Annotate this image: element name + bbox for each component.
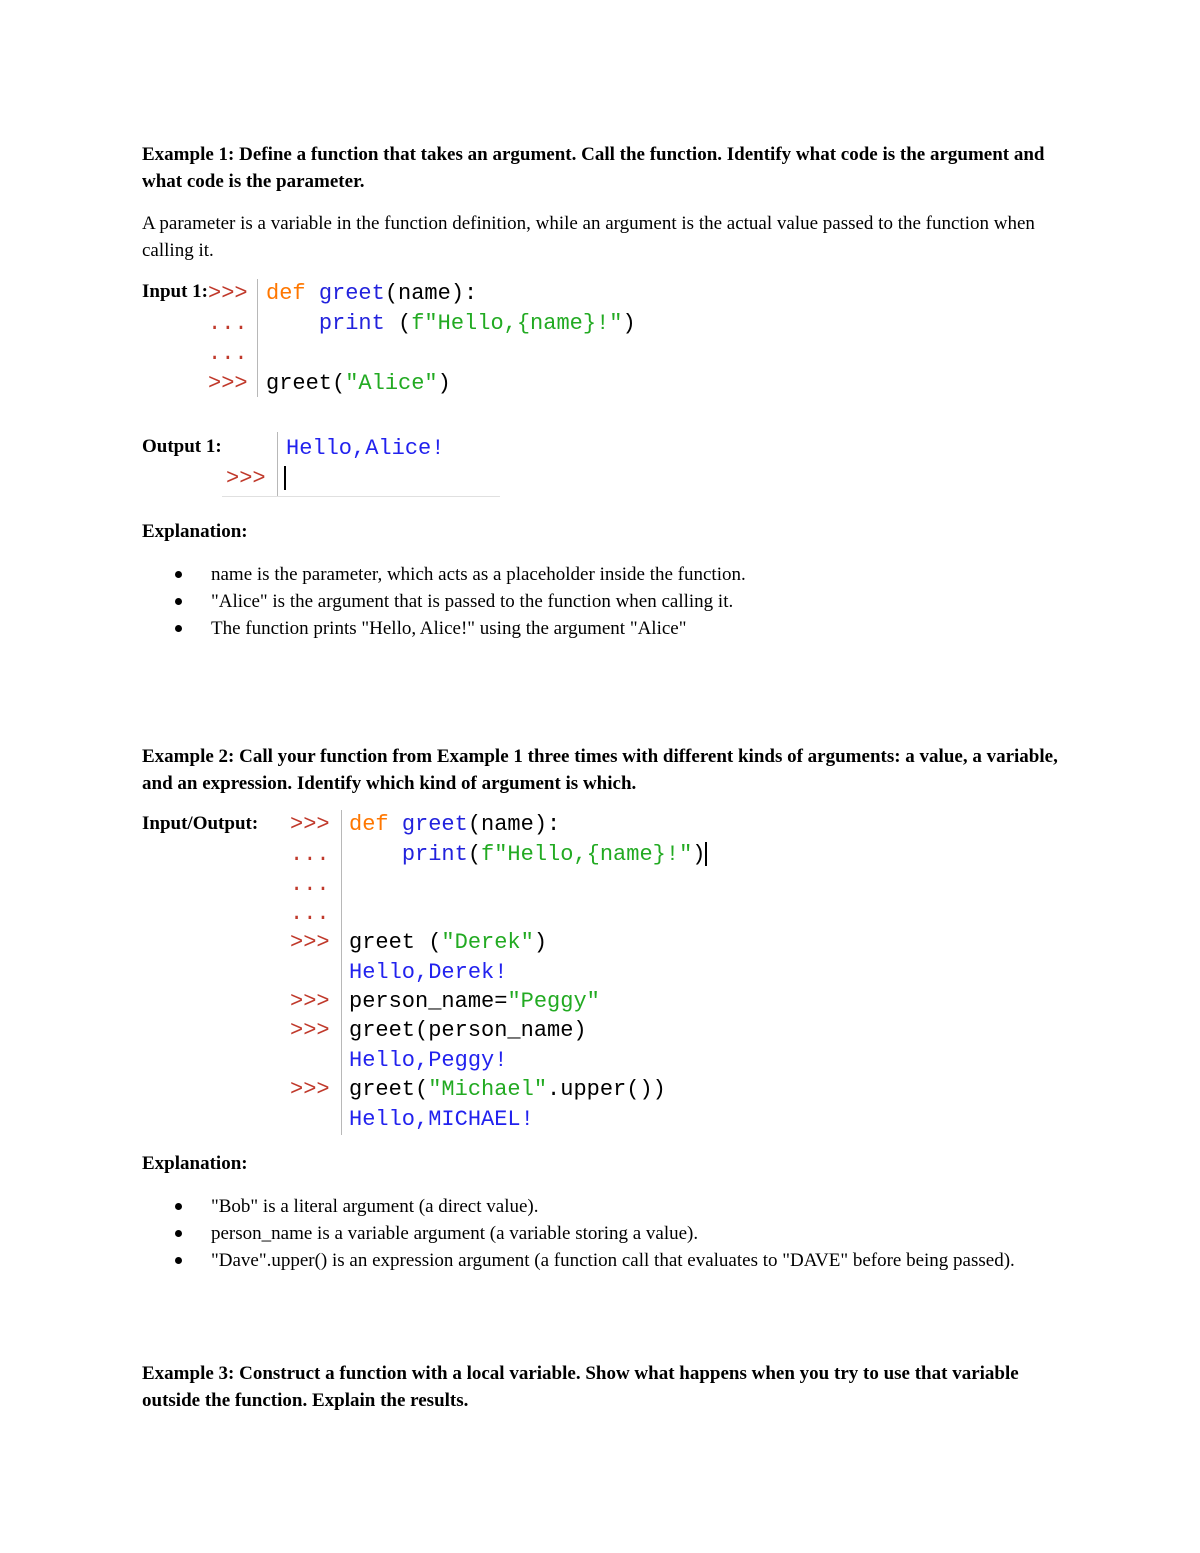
example1-bullets (142, 561, 1072, 642)
output-line: Hello,Derek! (349, 960, 508, 985)
text-cursor[interactable] (705, 842, 707, 866)
output-line: Hello,MICHAEL! (349, 1107, 534, 1132)
prompt: ... (290, 901, 330, 926)
example1-output-label: Output 1: (142, 436, 222, 457)
prompt: ... (208, 341, 248, 366)
prompt: >>> (226, 466, 266, 491)
code-line-print: print(f"Hello,{name}!") (401, 842, 706, 867)
list-item: The function prints "Hello, Alice!" using the argument "Alice" (142, 615, 1072, 642)
bullet-icon (175, 571, 182, 578)
prompt: >>> (290, 1018, 330, 1043)
example1-heading: Example 1: Define a function that takes an argument. Call the function. Identify what code is the argument and what code is the parameter. (142, 144, 1045, 192)
gutter-divider (341, 810, 342, 1135)
example2-heading: Example 2: Call your function from Example 1 three times with different kinds of arguments: a value, a variable, and an expression. Identify which kind of argument is which. (142, 746, 1058, 794)
example1-intro: A parameter is a variable in the function definition, while an argument is the actual value passed to the function when calling it. (142, 213, 1035, 261)
example1-output-shell (222, 432, 500, 497)
example2-shell (288, 810, 768, 1140)
code-line-print: print (f"Hello,{name}!") (318, 311, 636, 336)
prompt: >>> (208, 281, 248, 306)
bullet-icon (175, 1257, 182, 1264)
bullet-icon (175, 1203, 182, 1210)
code-line-def: def greet(name): (349, 812, 561, 837)
prompt: >>> (290, 1077, 330, 1102)
code-line-def: def greet(name): (266, 281, 478, 306)
gutter-divider (257, 279, 258, 397)
code-line-call-expression: greet("Michael".upper()) (349, 1077, 666, 1102)
example1-explanation-label: Explanation: (142, 521, 248, 542)
gutter-divider (277, 432, 278, 496)
prompt: >>> (290, 812, 330, 837)
example2-bullets (142, 1193, 1072, 1274)
prompt: >>> (208, 371, 248, 396)
prompt: ... (290, 872, 330, 897)
bullet-icon (175, 598, 182, 605)
bullet-icon (175, 625, 182, 632)
output-text: Hello,Alice! (286, 436, 445, 461)
list-item: "Bob" is a literal argument (a direct value). (142, 1193, 1072, 1220)
example1-input-code (208, 279, 688, 399)
code-line-call-value: greet ("Derek") (349, 930, 548, 955)
list-item: person_name is a variable argument (a variable storing a value). (142, 1220, 1072, 1247)
list-item: "Alice" is the argument that is passed to the function when calling it. (142, 588, 1072, 615)
prompt: ... (208, 311, 248, 336)
list-item: name is the parameter, which acts as a placeholder inside the function. (142, 561, 1072, 588)
code-line-assign: person_name="Peggy" (349, 989, 600, 1014)
prompt: >>> (290, 989, 330, 1014)
code-line-call: greet("Alice") (266, 371, 451, 396)
prompt: >>> (290, 930, 330, 955)
example3-heading: Example 3: Construct a function with a local variable. Show what happens when you try to use that variable outside the function. Explain the results. (142, 1363, 1019, 1411)
output-line: Hello,Peggy! (349, 1048, 508, 1073)
example2-io-label: Input/Output: (142, 813, 259, 834)
list-item: "Dave".upper() is an expression argument (a function call that evaluates to "DAVE" before being passed). (142, 1247, 1072, 1274)
example2-explanation-label: Explanation: (142, 1153, 248, 1174)
prompt: ... (290, 842, 330, 867)
text-cursor[interactable] (284, 464, 286, 494)
example1-input-label: Input 1: (142, 281, 208, 302)
bullet-icon (175, 1230, 182, 1237)
code-line-call-variable: greet(person_name) (349, 1018, 587, 1043)
